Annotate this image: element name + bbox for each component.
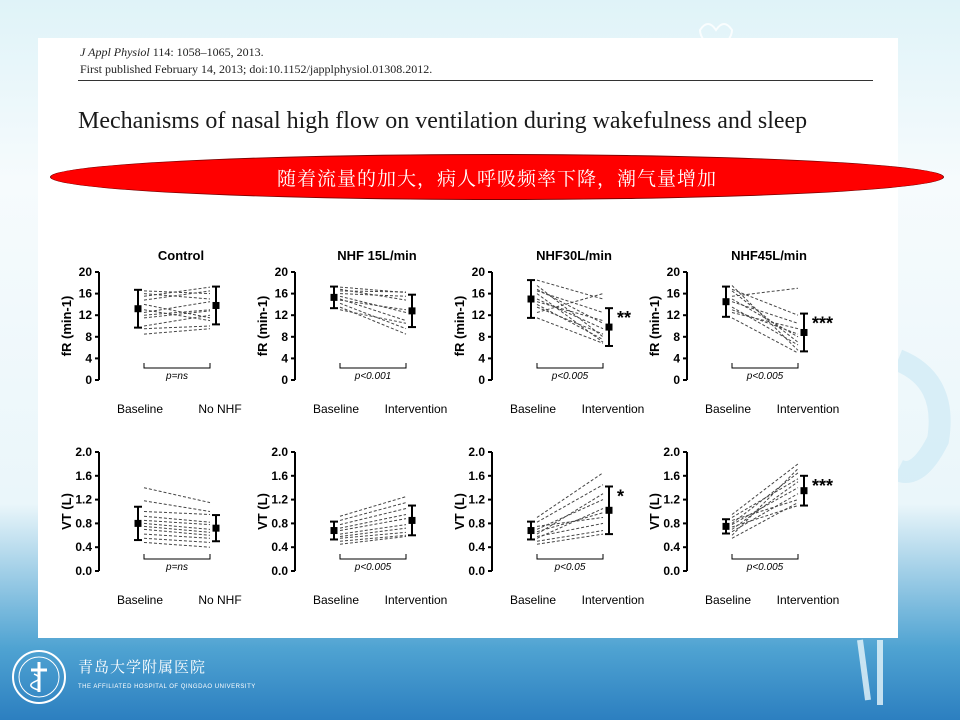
y-tick-label: 4 (85, 351, 92, 366)
banner-text: 随着流量的加大，病人呼吸频率下降，潮气量增加 (276, 167, 717, 190)
y-tick-label: 1.2 (468, 492, 485, 507)
y-axis-label: VT (L) (647, 493, 662, 530)
p-value-label: p<0.001 (354, 371, 392, 382)
mean-marker (409, 307, 416, 314)
y-tick-label: 1.2 (663, 492, 680, 507)
mean-marker (801, 487, 808, 494)
subject-line (340, 300, 406, 310)
x-tick-label: Baseline (704, 402, 752, 416)
chart-title: NHF45L/min (731, 248, 807, 263)
x-tick-label: Baseline (509, 593, 557, 607)
chart-panel-3 (452, 248, 644, 416)
mean-marker (528, 296, 535, 303)
subject-line (732, 503, 798, 539)
y-tick-label: 0.8 (271, 516, 288, 531)
chart-panel-5 (59, 445, 242, 607)
x-tick-label: Intervention (776, 402, 840, 416)
y-tick-label: 12 (78, 308, 92, 323)
x-tick-label: Baseline (509, 402, 557, 416)
subject-line (537, 509, 603, 539)
y-tick-label: 16 (274, 286, 288, 301)
y-tick-label: 20 (666, 265, 680, 279)
x-tick-label: Intervention (384, 402, 448, 416)
p-value-label: p<0.005 (746, 371, 784, 382)
chart-panel-4 (647, 248, 839, 416)
subject-line (144, 287, 210, 296)
x-tick-label: Baseline (116, 593, 164, 607)
y-tick-label: 8 (85, 329, 92, 344)
chart-panel-1 (59, 248, 242, 416)
mean-marker (723, 523, 730, 530)
x-tick-label: Baseline (704, 593, 752, 607)
pvalue-bracket (340, 554, 406, 559)
subject-line (144, 488, 210, 503)
mean-marker (135, 305, 142, 312)
y-tick-label: 4 (673, 351, 680, 366)
y-tick-label: 1.2 (75, 492, 92, 507)
subject-line (732, 469, 798, 536)
y-axis-label: fR (min-1) (59, 295, 74, 357)
y-tick-label: 2.0 (75, 445, 92, 459)
y-tick-label: 2.0 (468, 445, 485, 459)
y-axis-label: fR (min-1) (452, 295, 467, 357)
y-tick-label: 4 (281, 351, 288, 366)
subject-line (144, 538, 210, 542)
chart-panel-6 (255, 445, 447, 607)
y-tick-label: 12 (666, 308, 680, 323)
journal-name: J Appl Physiol (80, 45, 150, 59)
subject-line (732, 288, 798, 296)
y-tick-label: 0 (85, 373, 92, 387)
pvalue-bracket (537, 363, 603, 368)
subject-line (537, 494, 603, 534)
y-tick-label: 0.8 (468, 516, 485, 531)
p-value-label: p<0.005 (551, 371, 589, 382)
y-tick-label: 0.0 (75, 564, 92, 578)
mean-marker (606, 324, 613, 331)
mean-marker (409, 517, 416, 524)
mean-marker (213, 302, 220, 309)
y-axis-label: fR (min-1) (255, 295, 270, 357)
chart-panel-8 (647, 445, 839, 607)
x-tick-label: Baseline (312, 593, 360, 607)
subject-line (144, 512, 210, 515)
subject-line (340, 503, 406, 521)
subject-line (732, 494, 798, 532)
subject-line (732, 289, 798, 315)
pvalue-bracket (537, 554, 603, 559)
subject-line (537, 473, 603, 518)
subject-line (340, 535, 406, 541)
y-tick-label: 8 (673, 329, 680, 344)
y-axis-label: VT (L) (59, 493, 74, 530)
publication-info: First published February 14, 2013; doi:10.1152/japplphysiol.01308.2012. (80, 62, 433, 76)
chart-panel-2 (255, 248, 447, 416)
y-tick-label: 16 (666, 286, 680, 301)
subject-line (537, 485, 603, 522)
p-value-label: p=ns (166, 371, 188, 382)
y-tick-label: 1.6 (663, 468, 680, 483)
y-tick-label: 12 (471, 308, 485, 323)
subject-line (340, 519, 406, 531)
subject-line (537, 513, 603, 532)
subject-line (144, 315, 210, 326)
y-tick-label: 0.4 (271, 540, 288, 555)
pvalue-bracket (732, 363, 798, 368)
y-tick-label: 0.8 (75, 516, 92, 531)
pvalue-bracket (144, 554, 210, 559)
subject-line (144, 526, 210, 532)
y-tick-label: 20 (471, 265, 485, 279)
mean-marker (528, 527, 535, 534)
x-tick-label: Baseline (116, 402, 164, 416)
subject-line (732, 473, 798, 524)
paper-title: Mechanisms of nasal high flow on ventilation during wakefulness and sleep (78, 108, 808, 134)
hospital-name-cn: 青岛大学附属医院 (78, 658, 207, 676)
y-axis-label: VT (L) (255, 493, 270, 530)
significance-marker: *** (812, 475, 834, 496)
subject-line (144, 304, 210, 318)
y-tick-label: 8 (281, 329, 288, 344)
y-tick-label: 16 (471, 286, 485, 301)
subject-line (144, 529, 210, 535)
subject-line (340, 303, 406, 328)
chart-panel-7 (452, 445, 644, 607)
y-tick-label: 0.4 (468, 540, 485, 555)
x-tick-label: No NHF (198, 402, 242, 416)
y-tick-label: 16 (78, 286, 92, 301)
y-tick-label: 1.6 (468, 468, 485, 483)
significance-marker: ** (617, 308, 632, 329)
y-tick-label: 2.0 (663, 445, 680, 459)
subject-line (732, 291, 798, 342)
subject-line (144, 501, 210, 512)
y-tick-label: 12 (274, 308, 288, 323)
y-tick-label: 4 (478, 351, 485, 366)
y-tick-label: 8 (478, 329, 485, 344)
mean-marker (801, 329, 808, 336)
x-tick-label: Intervention (776, 593, 840, 607)
x-tick-label: No NHF (198, 593, 242, 607)
mean-marker (606, 507, 613, 514)
subject-line (144, 291, 210, 300)
mean-marker (723, 298, 730, 305)
pvalue-bracket (144, 363, 210, 368)
y-axis-label: VT (L) (452, 493, 467, 530)
x-tick-label: Intervention (384, 593, 448, 607)
subject-line (732, 286, 798, 351)
subject-line (537, 299, 603, 329)
y-tick-label: 0 (673, 373, 680, 387)
y-tick-label: 1.6 (75, 468, 92, 483)
mean-marker (331, 294, 338, 301)
subject-line (732, 318, 798, 353)
subject-line (144, 310, 210, 321)
significance-marker: *** (812, 313, 834, 334)
significance-marker: * (617, 486, 625, 507)
p-value-label: p<0.005 (746, 562, 784, 573)
y-tick-label: 0.4 (75, 540, 92, 555)
y-tick-label: 1.6 (271, 468, 288, 483)
y-tick-label: 20 (78, 265, 92, 279)
x-tick-label: Baseline (312, 402, 360, 416)
subject-line (144, 516, 210, 522)
y-tick-label: 1.2 (271, 492, 288, 507)
chart-title: NHF 15L/min (337, 248, 417, 263)
p-value-label: p=ns (166, 562, 188, 573)
y-axis-label: fR (min-1) (647, 295, 662, 357)
y-tick-label: 0.0 (663, 564, 680, 578)
subject-line (340, 307, 406, 334)
chart-title: NHF30L/min (536, 248, 612, 263)
subject-line (537, 280, 603, 299)
subject-line (732, 313, 798, 329)
pvalue-bracket (732, 554, 798, 559)
subject-line (340, 294, 406, 297)
x-tick-label: Intervention (581, 402, 645, 416)
p-value-label: p<0.05 (554, 562, 586, 573)
y-tick-label: 20 (274, 265, 288, 279)
y-tick-label: 0.8 (663, 516, 680, 531)
subject-line (144, 542, 210, 547)
hospital-logo-icon (10, 648, 68, 706)
x-tick-label: Intervention (581, 593, 645, 607)
subject-line (340, 497, 406, 517)
subject-line (144, 326, 210, 329)
subject-line (340, 310, 406, 324)
y-tick-label: 0 (281, 373, 288, 387)
p-value-label: p<0.005 (354, 562, 392, 573)
mean-marker (331, 527, 338, 534)
y-tick-label: 2.0 (271, 445, 288, 459)
subject-line (144, 329, 210, 334)
subject-line (732, 464, 798, 515)
y-tick-label: 0.0 (271, 564, 288, 578)
chart-title: Control (157, 248, 205, 263)
pvalue-bracket (340, 363, 406, 368)
mean-marker (135, 520, 142, 527)
hospital-name-en: THE AFFILIATED HOSPITAL OF QINGDAO UNIVERSITY (78, 684, 256, 690)
y-tick-label: 0.4 (663, 540, 680, 555)
mean-marker (213, 525, 220, 532)
subject-line (144, 294, 210, 299)
journal-citation: 114: 1058–1065, 2013. (149, 45, 264, 59)
subject-line (732, 310, 798, 334)
y-tick-label: 0.0 (468, 564, 485, 578)
y-tick-label: 0 (478, 373, 485, 387)
subject-line (732, 500, 798, 521)
subject-line (340, 536, 406, 544)
